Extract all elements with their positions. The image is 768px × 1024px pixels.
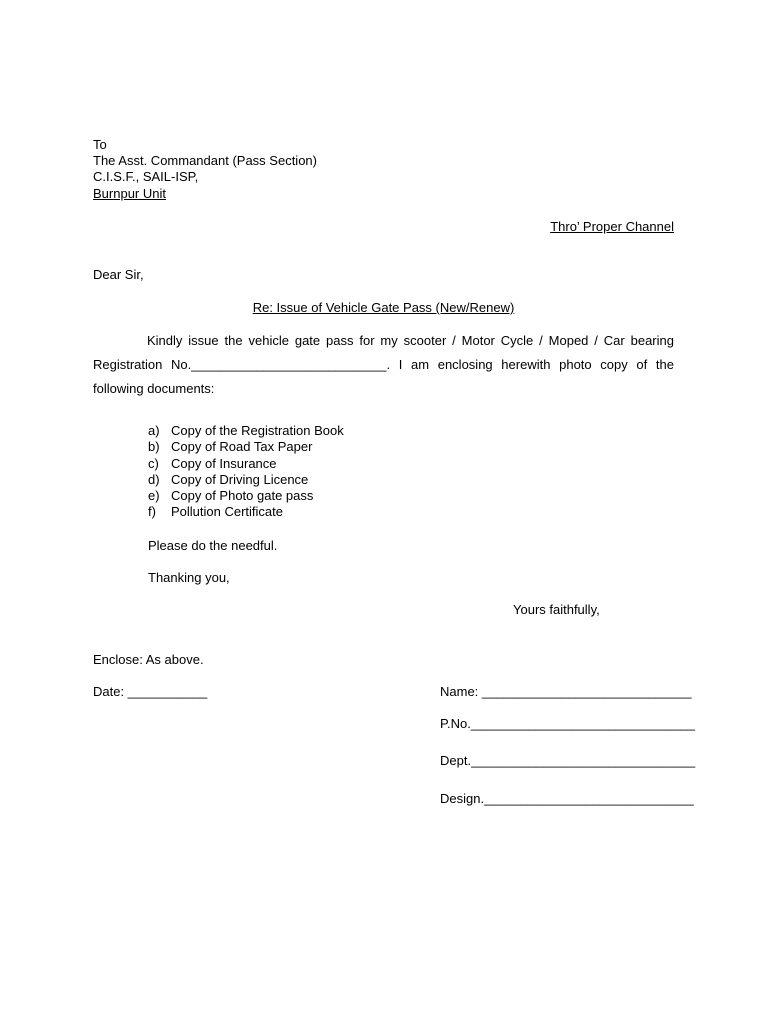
- documents-list: [148, 423, 344, 521]
- address-to: To: [93, 137, 107, 152]
- pno-field: P.No._______________________________: [440, 716, 695, 731]
- body-paragraph: [93, 329, 674, 401]
- subject-line: Re: Issue of Vehicle Gate Pass (New/Renew): [252, 300, 515, 315]
- address-line-3: Burnpur Unit: [93, 186, 166, 201]
- list-item: a) Copy of the Registration Book: [148, 423, 344, 438]
- dept-field: Dept._______________________________: [440, 753, 696, 768]
- design-field: Design._____________________________: [440, 791, 694, 806]
- address-line-1: The Asst. Commandant (Pass Section): [93, 153, 317, 168]
- list-item: d) Copy of Driving Licence: [148, 471, 309, 487]
- needful-line: Please do the needful.: [148, 538, 278, 553]
- thro-proper-channel: Thro’ Proper Channel: [550, 219, 674, 234]
- list-item: e) Copy of Photo gate pass: [148, 488, 314, 504]
- name-field: Name: _____________________________: [440, 684, 692, 699]
- list-item: b) Copy of Road Tax Paper: [148, 439, 313, 455]
- enclose-line: Enclose: As above.: [93, 652, 204, 667]
- salutation: Dear Sir,: [93, 267, 144, 282]
- thanking-line: Thanking you,: [148, 570, 230, 585]
- list-item: f) Pollution Certificate: [148, 504, 283, 520]
- address-line-2: C.I.S.F., SAIL-ISP,: [93, 169, 199, 184]
- date-field: Date: ___________: [93, 684, 208, 699]
- body-text: Kindly issue the vehicle gate pass for my scooter / Motor Cycle / Moped / Car bearing Registration No.___________________________. I am enclosing herewith photo copy of the following documents:: [93, 333, 674, 396]
- list-item: c) Copy of Insurance: [148, 455, 277, 471]
- closing-line: Yours faithfully,: [513, 602, 600, 617]
